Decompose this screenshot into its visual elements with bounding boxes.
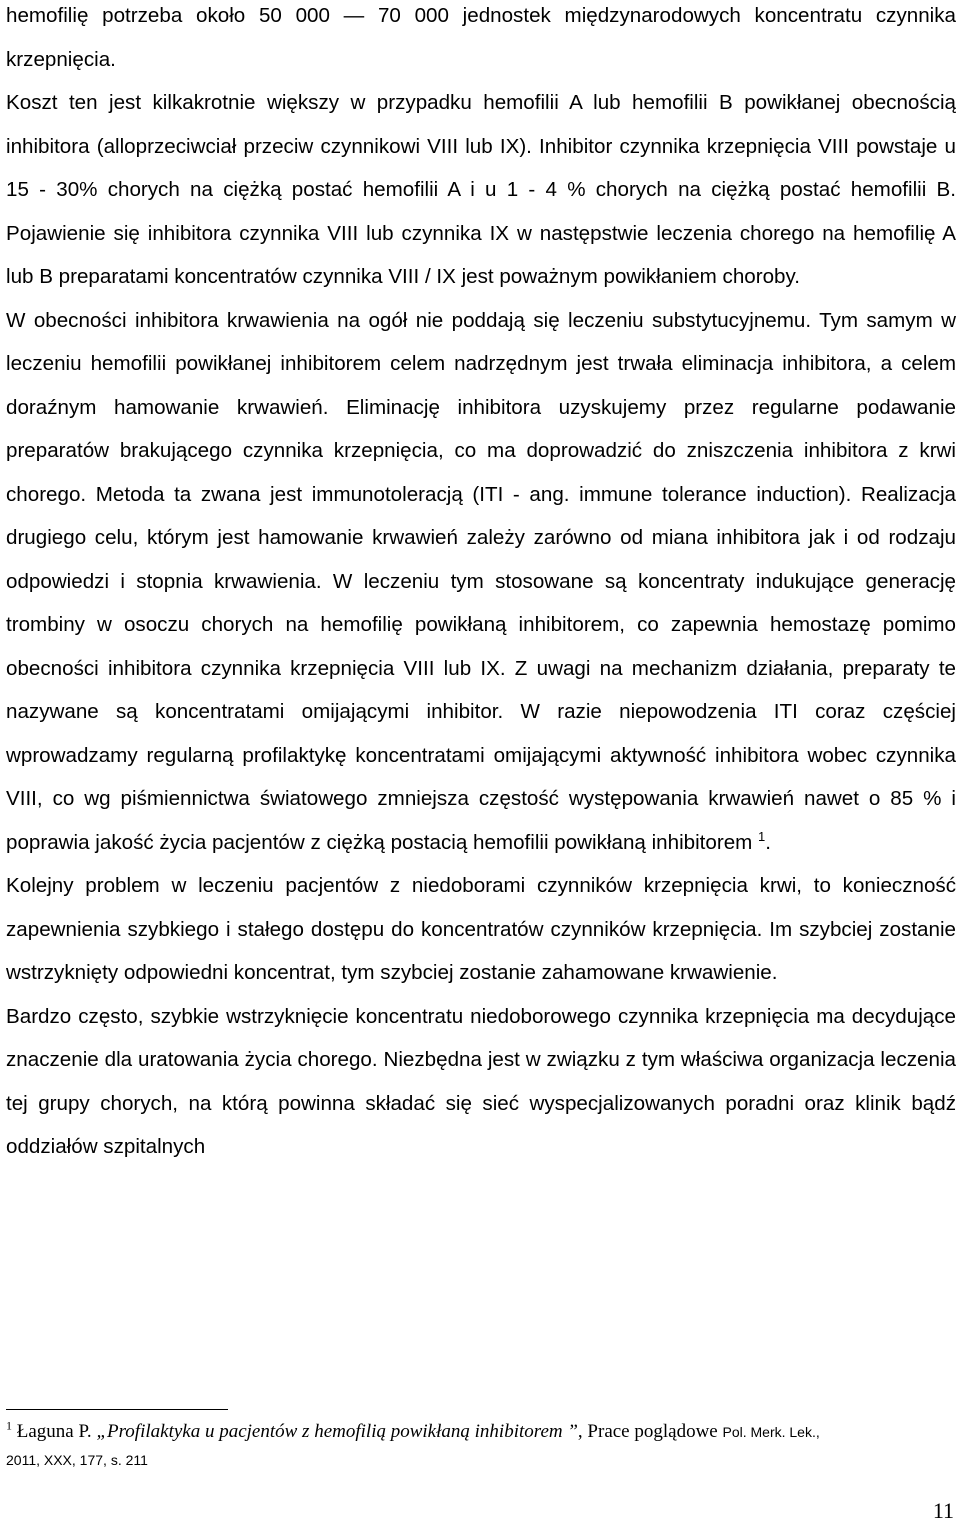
paragraph-5: Bardzo często, szybkie wstrzyknięcie koncentratu niedoborowego czynnika krzepnięcia ma decydujące znaczenie dla uratowania życia chorego. Niezbędna jest w związku z tym właściwa organizacja leczenia tej grupy chorych, na którą powinna składać się sieć wyspecjalizowanych poradni oraz klinik bądź oddziałów szpitalnych [6, 1004, 956, 1158]
body-text [6, 0, 956, 1169]
footnote: $^1$ Łaguna P. „Profilaktyka u pacjentów z hemofilią powikłaną inhibitorem ”, Prace poglądowe Pol. Merk. Lek., 2011, XXX, 177, s. 211 [6, 1418, 820, 1468]
footnote-reference[interactable]: 1 [758, 828, 766, 844]
paragraph-2: Koszt ten jest kilkakrotnie większy w przypadku hemofilii A lub hemofilii B powikłanej obecnością inhibitora (alloprzeciwciał przeciw czynnikowi VIII lub IX). Inhibitor czynnika krzepnięcia VIII powstaje u 15 - 30% chorych na ciężką postać hemofilii A i u 1 - 4 % chorych na ciężką postać hemofilii B. Pojawienie się inhibitora czynnika VIII lub czynnika IX w następstwie leczenia chorego na hemofilię A lub B preparatami koncentratów czynnika VIII / IX jest poważnym powikłaniem choroby. [6, 91, 956, 288]
footnote-work: , Prace poglądowe [577, 1421, 718, 1442]
paragraph-4: Kolejny problem w leczeniu pacjentów z niedoborami czynników krzepnięcia krwi, to konieczność zapewnienia szybkiego i stałego dostępu do koncentratów czynników krzepnięcia. Im szybciej zostanie wstrzyknięty odpowiedni koncentrat, tym szybciej zostanie zahamowane krwawienie. [6, 874, 956, 984]
footnote-separator [6, 1409, 228, 1410]
footnote-author: Łaguna P. [16, 1421, 92, 1442]
paragraph-3-tail: . [765, 830, 772, 854]
footnote-number: 1 [6, 1418, 12, 1433]
footnote-title: „Profilaktyka u pacjentów z hemofilią powikłaną inhibitorem ” [96, 1421, 578, 1442]
paragraph-1: hemofilię potrzeba około 50 000 — 70 000 jednostek międzynarodowych koncentratu czynnika krzepnięcia. [6, 4, 956, 71]
footnote-details: 2011, XXX, 177, s. 211 [6, 1452, 148, 1468]
paragraph-3-text: W obecności inhibitora krwawienia na ogół nie poddają się leczeniu substytucyjnemu. Tym samym w leczeniu hemofilii powikłanej inhibitorem celem nadrzędnym jest trwała eliminacja inhibitora, a celem doraźnym hamowanie krwawień. Eliminację inhibitora uzyskujemy przez regularne podawanie preparatów brakującego czynnika krzepnięcia, co ma doprowadzić do zniszczenia inhibitora z krwi chorego. Metoda ta zwana jest immunotoleracją (ITI - ang. immune tolerance induction). Realizacja drugiego celu, którym jest hamowanie krwawień zależy zarówno od miana inhibitora jak i od rodzaju odpowiedzi i stopnia krwawienia. W leczeniu tym stosowane są koncentraty indukujące generację trombiny w osoczu chorych na hemofilię powikłaną inhibitorem, co zapewnia hemostazę pomimo obecności inhibitora czynnika krzepnięcia VIII lub IX. Z uwagi na mechanizm działania, preparaty te nazywane są koncentratami omijającymi inhibitor. W razie niepowodzenia ITI coraz częściej wprowadzamy regularną profilaktykę koncentratami omijającymi aktywność inhibitora wobec czynnika VIII, co wg piśmiennictwa światowego zmniejsza częstość występowania krwawień nawet o 85 % i poprawia jakość życia pacjentów z ciężką postacią hemofilii powikłaną inhibitorem [6, 308, 956, 854]
page-number: 11 [932, 1498, 954, 1523]
paragraph-3 [6, 299, 956, 865]
footnote-journal: Pol. Merk. Lek. [722, 1424, 816, 1440]
